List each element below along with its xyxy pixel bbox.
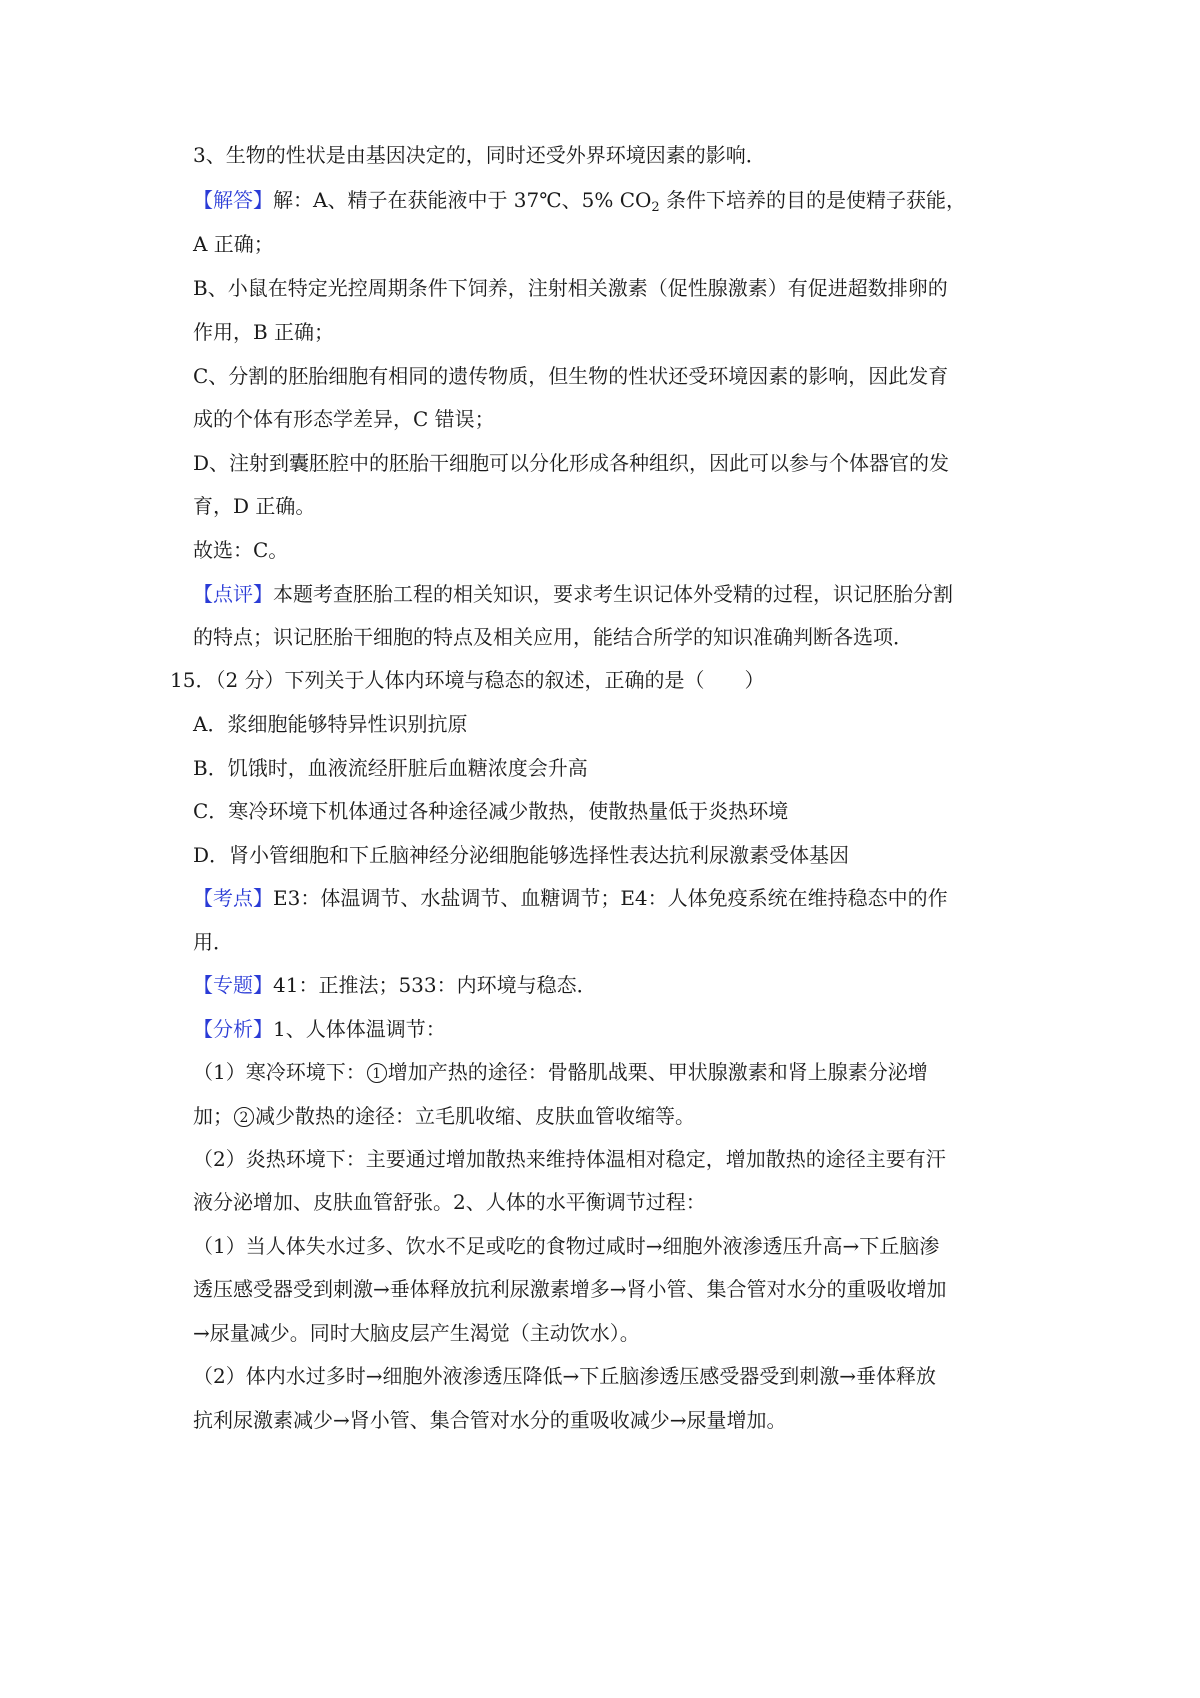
- topic-line: [193, 971, 597, 999]
- text-line: B、小鼠在特定光控周期条件下饲养，注射相关激素（促性腺激素）有促进超数排卵的: [193, 276, 948, 300]
- text-line: 育，D 正确。: [193, 494, 316, 518]
- analysis-line: [193, 1015, 446, 1043]
- comment-line: [193, 580, 953, 608]
- text-line: 抗利尿激素减少→肾小管、集合管对水分的重吸收减少→尿量增加。: [193, 1408, 787, 1432]
- text-segment: （1）寒冷环境下：: [193, 1060, 366, 1084]
- circled-number: 1: [367, 1063, 387, 1083]
- comment-tag: 【点评】: [193, 582, 273, 606]
- text-segment: 1、人体体温调节：: [273, 1017, 446, 1041]
- exam-point-tag: 【考点】: [193, 886, 273, 910]
- answer-line: [193, 186, 966, 222]
- text-segment: 加；: [193, 1104, 233, 1128]
- text-line: 成的个体有形态学差异，C 错误；: [193, 407, 495, 431]
- topic-tag: 【专题】: [193, 973, 273, 997]
- text-line: 故选：C。: [193, 538, 289, 562]
- text-line: C、分割的胚胎细胞有相同的遗传物质，但生物的性状还受环境因素的影响，因此发育: [193, 364, 949, 388]
- text-line: A 正确；: [193, 232, 274, 256]
- text-line: 透压感受器受到刺激→垂体释放抗利尿激素增多→肾小管、集合管对水分的重吸收增加: [193, 1277, 947, 1301]
- text-line: （2）炎热环境下：主要通过增加散热来维持体温相对稳定，增加散热的途径主要有汗: [193, 1147, 946, 1171]
- question-stem: 15．（2 分）下列关于人体内环境与稳态的叙述，正确的是（ ）: [170, 668, 765, 692]
- option-c: C．寒冷环境下机体通过各种途径减少散热，使散热量低于炎热环境: [193, 799, 789, 823]
- option-b: B．饥饿时，血液流经肝脏后血糖浓度会升高: [193, 756, 588, 780]
- text-segment: 减少散热的途径：立毛肌收缩、皮肤血管收缩等。: [255, 1104, 695, 1128]
- text-segment: 增加产热的途径：骨骼肌战栗、甲状腺激素和肾上腺素分泌增: [387, 1060, 928, 1084]
- exam-point-line: [193, 884, 948, 912]
- text-line: [193, 1102, 695, 1130]
- subscript: 2: [651, 200, 660, 215]
- text-line: 的特点；识记胚胎干细胞的特点及相关应用，能结合所学的知识准确判断各选项．: [193, 625, 913, 649]
- text-line: （1）当人体失水过多、饮水不足或吃的食物过咸时→细胞外液渗透压升高→下丘脑渗: [193, 1234, 940, 1258]
- text-segment: 41：正推法；533：内环境与稳态．: [273, 973, 597, 997]
- option-a: A．浆细胞能够特异性识别抗原: [193, 712, 468, 736]
- text-segment: 解：A、精子在获能液中于 37℃、5% CO: [273, 188, 652, 212]
- text-line: （2）体内水过多时→细胞外液渗透压降低→下丘脑渗透压感受器受到刺激→垂体释放: [193, 1364, 936, 1388]
- text-line: D、注射到囊胚腔中的胚胎干细胞可以分化形成各种组织，因此可以参与个体器官的发: [193, 451, 950, 475]
- text-line: 3、生物的性状是由基因决定的，同时还受外界环境因素的影响．: [193, 143, 766, 167]
- answer-tag: 【解答】: [193, 188, 273, 212]
- text-line: 作用，B 正确；: [193, 320, 335, 344]
- text-segment: 条件下培养的目的是使精子获能，: [659, 188, 967, 212]
- text-segment: E3：体温调节、水盐调节、血糖调节；E4：人体免疫系统在维持稳态中的作: [273, 886, 948, 910]
- option-d: D．肾小管细胞和下丘脑神经分泌细胞能够选择性表达抗利尿激素受体基因: [193, 843, 850, 867]
- circled-number: 2: [234, 1107, 254, 1127]
- text-segment: 本题考查胚胎工程的相关知识，要求考生识记体外受精的过程，识记胚胎分割: [273, 582, 953, 606]
- text-line: 用．: [193, 930, 233, 954]
- analysis-tag: 【分析】: [193, 1017, 273, 1041]
- text-line: [193, 1058, 928, 1086]
- text-line: →尿量减少。同时大脑皮层产生渴觉（主动饮水）。: [193, 1321, 640, 1345]
- text-line: 液分泌增加、皮肤血管舒张。2、人体的水平衡调节过程：: [193, 1190, 706, 1214]
